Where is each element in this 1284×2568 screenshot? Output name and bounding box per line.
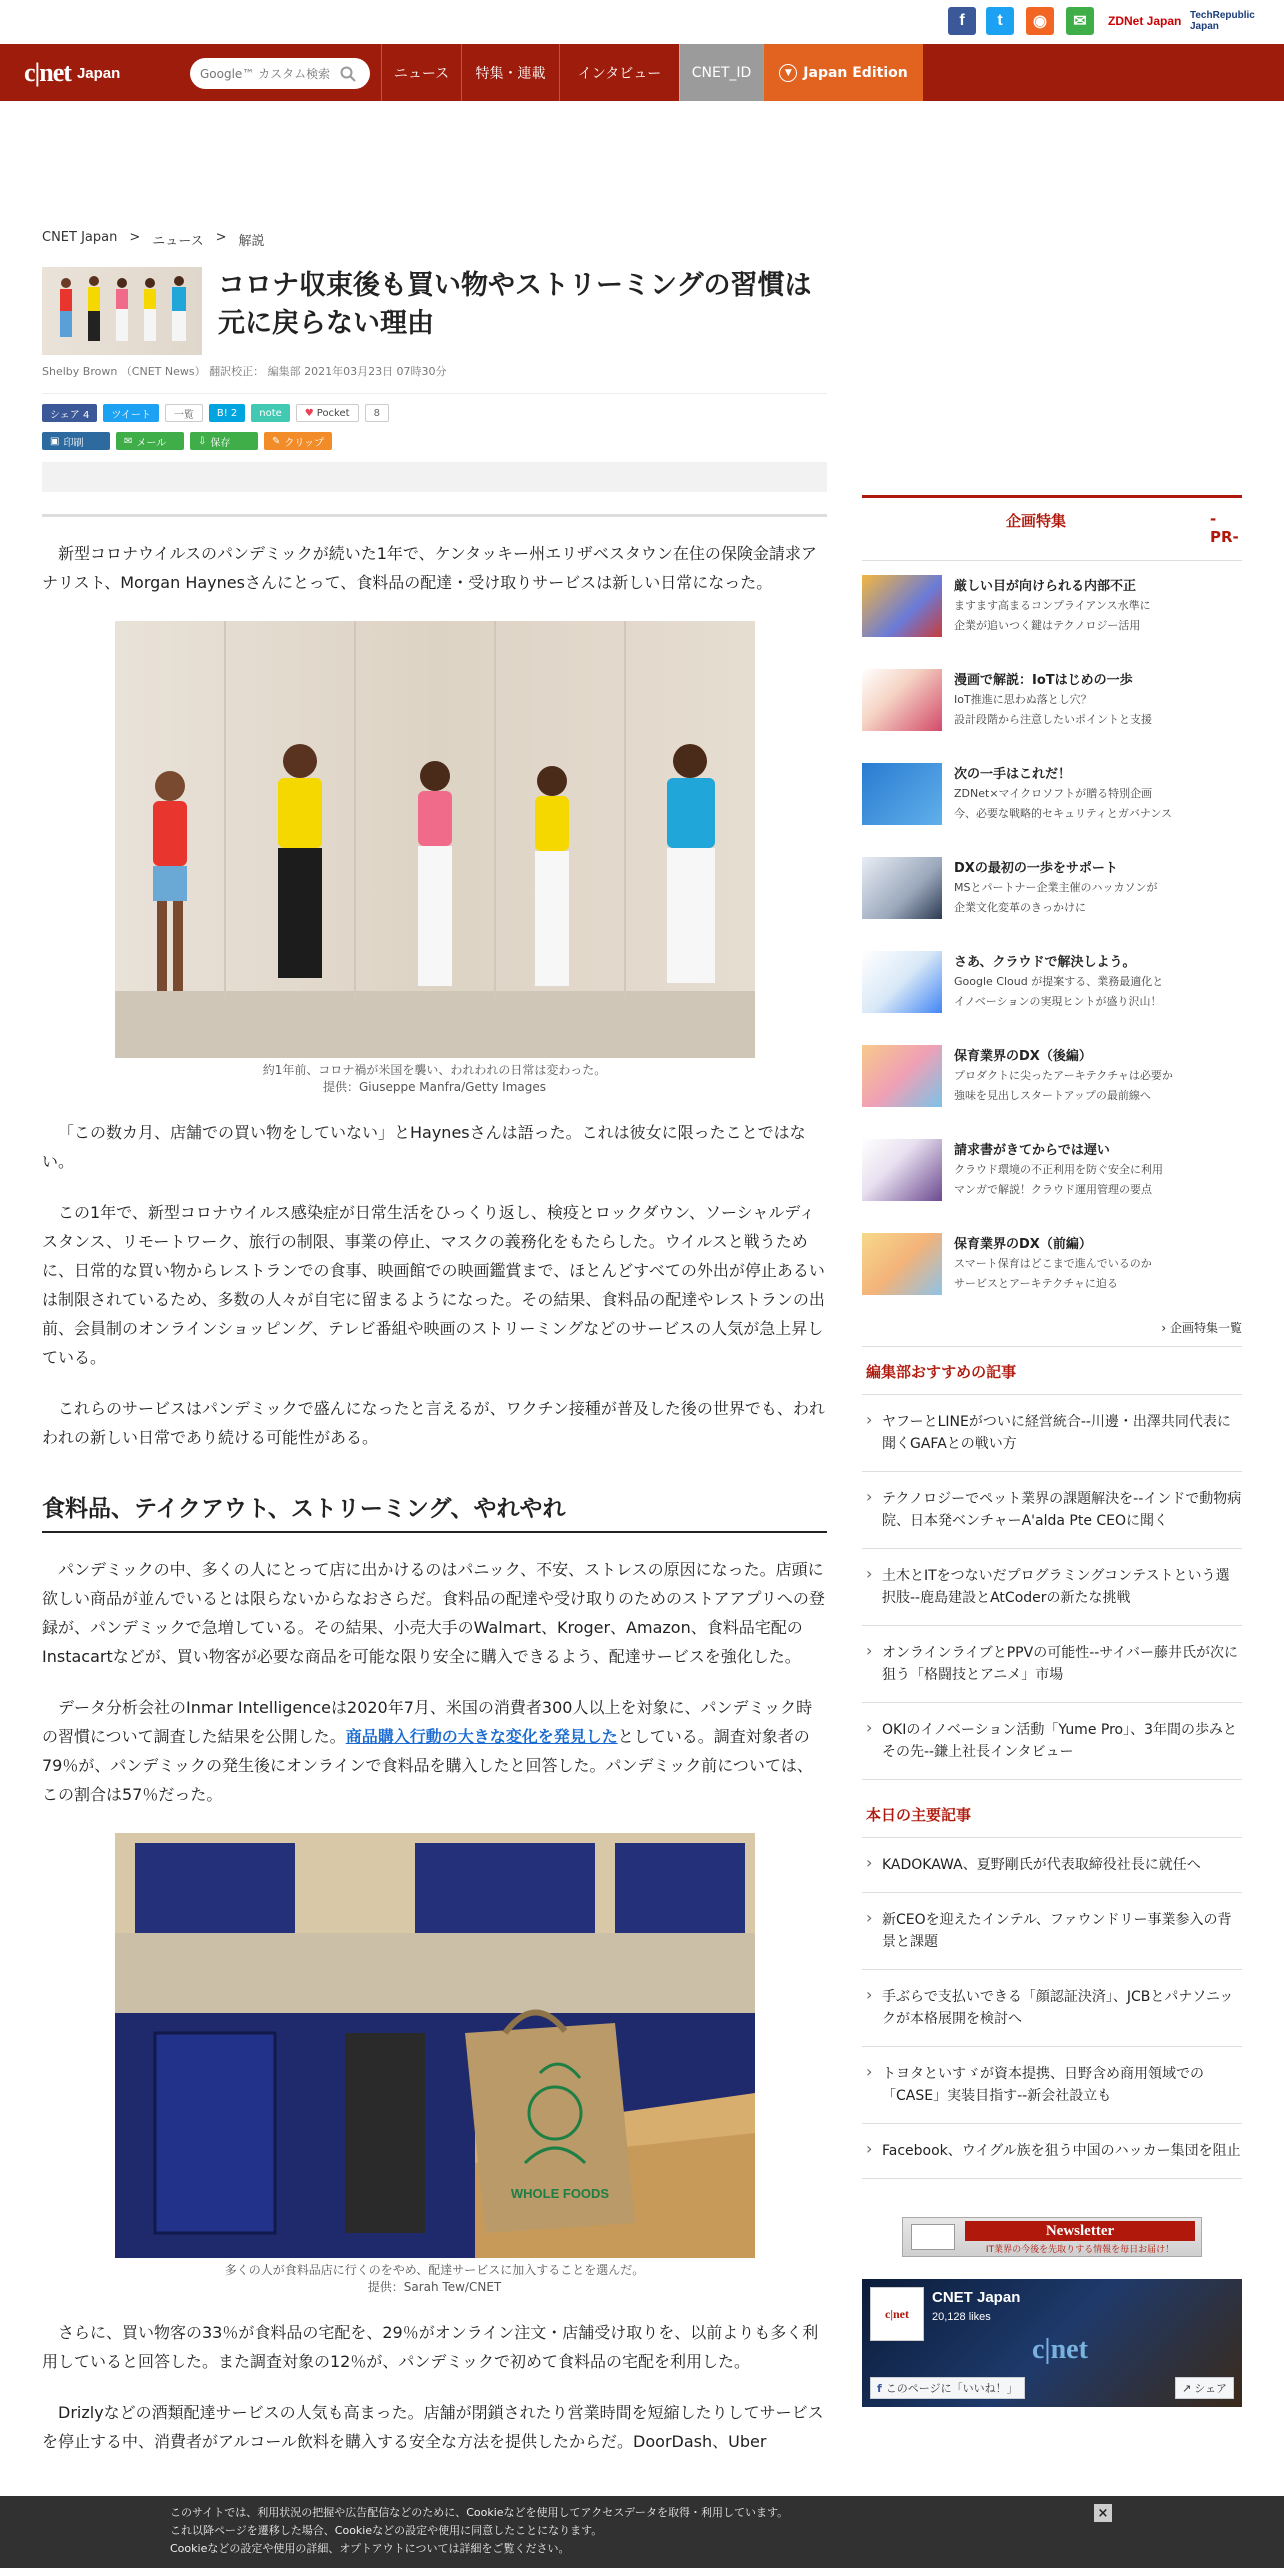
pr-item-desc: 設計段階から注意したいポイントと支援 xyxy=(954,713,1152,726)
nav-interview[interactable] xyxy=(559,44,679,101)
byline: Shelby Brown （CNET News） 翻訳校正： 編集部 2021年03月23日 07時30分 xyxy=(42,365,447,378)
pr-item[interactable] xyxy=(862,655,1242,749)
pr-item-desc: ますます高まるコンプライアンス水準に xyxy=(954,599,1151,612)
article-header xyxy=(42,267,827,355)
top-stories-header: 本日の主要記事 xyxy=(862,1790,1242,1838)
pr-item-desc: 今、必要な戦略的セキュリティとガバナンス xyxy=(954,807,1173,820)
nav-interview-label: インタビュー xyxy=(577,65,662,82)
logo-main: c|net xyxy=(24,58,71,87)
newsletter-subtitle: IT業界の今後を先取りする情報を毎日お届け！ xyxy=(985,2245,1175,2255)
mail-icon: ✉ xyxy=(124,435,133,447)
pocket-count xyxy=(365,404,389,422)
pr-item[interactable] xyxy=(862,937,1242,1031)
pr-item-title: 保育業界のDX（前編） xyxy=(954,1237,1092,1252)
fb-share-button[interactable] xyxy=(1175,2377,1234,2399)
bag-logo-text: WHOLE FOODS xyxy=(510,2186,609,2201)
figure-credit: 提供：Giuseppe Manfra/Getty Images xyxy=(322,1080,546,1094)
pr-item-desc: 企業文化変革のきっかけに xyxy=(954,901,1086,914)
cookie-line: このサイトでは、利用状況の把握や広告配信などのために、Cookieなどを使用してアクセスデータを取得・利用しています。 xyxy=(170,2506,789,2519)
facebook-share-button[interactable] xyxy=(42,404,97,422)
save-label: 保存 xyxy=(210,437,231,449)
paragraph: 「この数カ月、店舗での買い物をしていない」とHaynesさんは語った。これは彼女に限ったことではない。 xyxy=(42,1123,806,1171)
pocket-count-label: 8 xyxy=(373,407,380,419)
nav-features-label: 特集・連載 xyxy=(475,65,546,82)
pr-item-desc: Google Cloud が提案する、業務最適化と xyxy=(954,975,1164,988)
pr-item-desc: マンガで解説！クラウド運用管理の要点 xyxy=(954,1183,1152,1196)
nav-news[interactable] xyxy=(381,44,461,101)
search-icon[interactable] xyxy=(340,66,356,82)
mail-icon[interactable]: ✉ xyxy=(1066,7,1094,35)
pr-thumbnail xyxy=(862,951,942,1013)
envelope-icon xyxy=(911,2224,955,2250)
figure-grocery-bag xyxy=(115,1833,755,2296)
pr-item[interactable] xyxy=(862,561,1242,655)
paragraph: Drizlyなどの酒類配達サービスの人気も高まった。店舗が閉鎖されたり営業時間を短縮したりしてサービスを停止する中、消費者がアルコール飲料を購入する安全な方法を提供したからだ。DoorDash、Uber xyxy=(42,2403,824,2451)
nav-cnet-id[interactable] xyxy=(679,44,763,101)
photo-grocery-bag xyxy=(115,1833,755,2258)
figure-people-phones xyxy=(115,621,755,1096)
tweet-button[interactable] xyxy=(103,404,159,422)
pr-item[interactable] xyxy=(862,843,1242,937)
divider xyxy=(42,514,827,517)
editor-pick-item[interactable]: › テクノロジーでペット業界の課題解決を--インドで動物病院、日本発ベンチャーA'alda Pte CEOに聞く xyxy=(862,1472,1242,1549)
chevron-down-icon: ▼ xyxy=(779,64,797,82)
divider xyxy=(42,393,827,394)
edition-label: Japan Edition xyxy=(803,64,908,81)
top-story-item[interactable]: › 新CEOを迎えたインテル、ファウンドリー事業参入の背景と課題 xyxy=(862,1893,1242,1970)
editor-pick-item[interactable]: › ヤフーとLINEがついに経営統合--川邊・出澤共同代表に聞くGAFAとの戦い方 xyxy=(862,1395,1242,1472)
top-utility-bar xyxy=(0,0,1284,44)
pr-item-desc: ZDNet×マイクロソフトが贈る特別企画 xyxy=(954,787,1153,800)
edition-selector[interactable] xyxy=(763,44,923,101)
pr-item-title: 厳しい目が向けられる内部不正 xyxy=(954,579,1137,594)
article-thumbnail xyxy=(42,267,202,355)
cookie-consent-banner xyxy=(0,2496,1284,2568)
top-story-item[interactable]: › Facebook、ウイグル族を狙う中国のハッカー集団を阻止 xyxy=(862,2124,1242,2179)
save-icon: ⇩ xyxy=(198,435,207,447)
nav-features[interactable] xyxy=(461,44,559,101)
logo-sub: Japan xyxy=(76,64,121,82)
chevron-right-icon: › xyxy=(1161,1321,1170,1335)
editor-pick-item[interactable]: › オンラインライブとPPVの可能性--サイバー藤井氏が次に狙う「格闘技とアニメ」市場 xyxy=(862,1626,1242,1703)
pr-item-title: 請求書がきてからでは遅い xyxy=(954,1143,1110,1158)
pr-tag: -PR- xyxy=(1209,510,1239,546)
rss-icon[interactable]: ◉ xyxy=(1026,7,1054,35)
pr-item-desc: クラウド環境の不正利用を防ぐ安全に利用 xyxy=(954,1163,1163,1176)
pr-section-title: 企画特集 xyxy=(1005,512,1066,530)
pr-section-header xyxy=(862,495,1242,561)
mail-button[interactable] xyxy=(116,432,184,450)
pr-thumbnail xyxy=(862,857,942,919)
breadcrumb-home[interactable]: CNET Japan xyxy=(42,230,118,245)
facebook-share-label: シェア 4 xyxy=(50,409,90,421)
close-icon[interactable]: × xyxy=(1094,2504,1112,2522)
paragraph: これらのサービスはパンデミックで盛んになったと言えるが、ワクチン接種が普及した後の世界でも、われわれの新しい日常であり続ける可能性がある。 xyxy=(42,1399,825,1447)
pr-item-title: DXの最初の一歩をサポート xyxy=(954,861,1118,876)
top-story-item[interactable]: › KADOKAWA、夏野剛氏が代表取締役社長に就任へ xyxy=(862,1838,1242,1893)
newsletter-title: Newsletter xyxy=(965,2221,1195,2241)
survey-link[interactable]: 商品購入行動の大きな変化を発見した xyxy=(345,1727,618,1746)
top-story-item[interactable]: › トヨタといすゞが資本提携、日野含め商用領域での「CASE」実装目指す--新会社設立も xyxy=(862,2047,1242,2124)
figure-caption: 約1年前、コロナ禍が米国を襲い、われわれの日常は変わった。 xyxy=(262,1063,607,1077)
pr-item-title: 保育業界のDX（後編） xyxy=(954,1049,1092,1064)
breadcrumb-sep: > xyxy=(215,230,227,245)
pr-item[interactable] xyxy=(862,1031,1242,1125)
photo-people-phones xyxy=(115,621,755,1058)
cookie-line: これ以降ページを遷移した場合、Cookieなどの設定や使用に同意したことになります。 xyxy=(170,2524,603,2537)
print-button[interactable] xyxy=(42,432,110,450)
pr-thumbnail xyxy=(862,1045,942,1107)
paragraph: パンデミックの中、多くの人にとって店に出かけるのはパニック、不安、ストレスの原因になった。店頭に欲しい商品が並んでいるとは限らないからなおさらだ。食料品の配達や受け取りのためのストアアプリへの登録が、パンデミックで急増している。その結果、小売大手のWalmart、Kroger、Amazon、食料品宅配のInstacartなどが、買い物客が必要な商品を可能な限り安全に購入できるよう、配達サービスを強化した。 xyxy=(42,1560,825,1666)
paragraph: この1年で、新型コロナウイルス感染症が日常生活をひっくり返し、検疫とロックダウン、ソーシャルディスタンス、リモートワーク、旅行の制限、事業の停止、マスクの義務化をもたらした。ウイルスと戦うために、日常的な買い物からレストランでの食事、映画館での映画鑑賞まで、ほとんどすべての外出が停止あるいは制限されているため、多数の人々が自宅に留まるようになった。その結果、食料品の配達やレストランの出前、会員制のオンラインショッピング、テレビ番組や映画のストリーミングなどのサービスの人気が急上昇している。 xyxy=(42,1203,825,1367)
pr-item[interactable] xyxy=(862,1125,1242,1219)
tweet-list-button[interactable] xyxy=(165,404,203,422)
paragraph-text: データ分析会社のInmar Intelligenceは2020年7月、米国の消費者300人以上を対象に、パンデミック時の習慣について調査した結果を公開した。 xyxy=(42,1698,813,1746)
tool-buttons xyxy=(42,432,827,450)
pocket-button[interactable] xyxy=(296,404,359,422)
breadcrumb-analysis[interactable]: 解説 xyxy=(238,234,265,249)
search-input[interactable] xyxy=(200,67,340,81)
fb-page-likes: 20,128 likes xyxy=(932,2311,991,2323)
breadcrumb-news[interactable]: ニュース xyxy=(152,234,204,249)
mail-label: メール xyxy=(136,437,167,449)
fb-page-name[interactable]: CNET Japan xyxy=(932,2289,1021,2306)
pr-thumbnail xyxy=(862,669,942,731)
pr-item-title: さあ、クラウドで解決しよう。 xyxy=(954,955,1136,970)
nav-cnet-id-label: CNET_ID xyxy=(691,64,752,81)
fb-like-label: このページに「いいね！」 xyxy=(885,2382,1018,2395)
article-title: コロナ収束後も買い物やストリーミングの習慣は元に戻らない理由 xyxy=(218,270,812,339)
cookie-line: Cookieなどの設定や使用の詳細、オプトアウトについては詳細をご覧ください。 xyxy=(170,2542,570,2555)
top-story-item[interactable]: › 手ぶらで支払いできる「顔認証決済」、JCBとパナソニックが本格展開を検討へ xyxy=(862,1970,1242,2047)
pr-item-title: 次の一手はこれだ！ xyxy=(954,767,1072,782)
save-button[interactable] xyxy=(190,432,258,450)
tweet-label: ツイート xyxy=(111,409,151,421)
breadcrumb xyxy=(42,230,827,249)
note-button[interactable] xyxy=(251,404,290,422)
site-header xyxy=(0,44,1284,101)
zdnet-logo[interactable] xyxy=(1108,9,1181,33)
note-label: note xyxy=(259,407,282,419)
share-buttons xyxy=(42,404,827,422)
pr-item-title: 漫画で解説：IoTはじめの一歩 xyxy=(954,673,1133,688)
facebook-icon[interactable]: f xyxy=(948,7,976,35)
newsletter-banner[interactable] xyxy=(902,2217,1202,2257)
techrepublic-logo[interactable] xyxy=(1190,9,1280,33)
zdnet-label: ZDNet Japan xyxy=(1108,14,1182,28)
pr-item-desc: 企業が追いつく鍵はテクノロジー活用 xyxy=(954,619,1141,632)
facebook-icon: f xyxy=(877,2381,882,2395)
fb-cover-logo: c|net xyxy=(1032,2334,1088,2365)
pr-thumbnail xyxy=(862,763,942,825)
pr-more-label: 企画特集一覧 xyxy=(1169,1321,1242,1335)
clip-icon: ✎ xyxy=(272,435,281,447)
pr-item-desc: 強味を見出しスタートアップの最前線へ xyxy=(954,1089,1151,1102)
pr-item-desc: サービスとアーキテクチャに迫る xyxy=(954,1277,1118,1290)
twitter-icon[interactable]: t xyxy=(986,7,1014,35)
editor-pick-item[interactable]: › 土木とITをつないだプログラミングコンテストという選択肢--鹿島建設とAtCoderの新たな挑戦 xyxy=(862,1549,1242,1626)
editor-pick-item[interactable]: › OKIのイノベーション活動「Yume Pro」、3年間の歩みとその先--鎌上社長インタビュー xyxy=(862,1703,1242,1780)
techrepublic-label: TechRepublic Japan xyxy=(1190,10,1255,32)
section-heading: 食料品、テイクアウト、ストリーミング、やれやれ xyxy=(42,1490,827,1533)
pr-item-desc: IoT推進に思わぬ落とし穴？ xyxy=(954,693,1092,706)
article-column xyxy=(42,230,827,2456)
hatena-label: B! 2 xyxy=(216,407,238,419)
fb-page-avatar: c|net xyxy=(870,2287,924,2341)
cookie-text xyxy=(170,2504,788,2558)
pr-thumbnail xyxy=(862,1139,942,1201)
pr-item-desc: プロダクトに尖ったアーキテクチャは必要か xyxy=(954,1069,1173,1082)
pr-thumbnail xyxy=(862,1233,942,1295)
paragraph: さらに、買い物客の33％が食料品の宅配を、29％がオンライン注文・店舗受け取りを、以前よりも多く利用していると回答した。また調査対象の12％が、パンデミックで初めて食料品の宅配を利用した。 xyxy=(42,2323,819,2371)
pocket-label: Pocket xyxy=(316,407,350,419)
pocket-icon: ♥ xyxy=(304,407,314,419)
facebook-page-widget xyxy=(862,2279,1242,2407)
nav-news-label: ニュース xyxy=(393,65,450,82)
figure-caption: 多くの人が食料品店に行くのをやめ、配達サービスに加入することを選んだ。 xyxy=(224,2263,645,2277)
hatena-button[interactable] xyxy=(209,404,245,422)
print-icon: ▣ xyxy=(50,435,60,447)
paragraph xyxy=(42,1693,827,1809)
pr-item-desc: MSとパートナー企業主催のハッカソンが xyxy=(954,881,1158,894)
tweet-list-label: 一覧 xyxy=(173,409,194,421)
fb-like-button[interactable] xyxy=(870,2377,1025,2399)
figure-credit: 提供：Sarah Tew/CNET xyxy=(367,2280,502,2294)
paragraph-text: としている。調査対象者の79％が、パンデミックの発生後にオンラインで食料品を購入したと回答した。パンデミック前については、この割合は57％だった。 xyxy=(42,1727,813,1804)
clip-label: クリップ xyxy=(284,437,324,449)
breadcrumb-sep: > xyxy=(129,230,141,245)
print-label: 印刷 xyxy=(63,437,84,449)
paragraph: 新型コロナウイルスのパンデミックが続いた1年で、ケンタッキー州エリザベスタウン在住の保険金請求アナリスト、Morgan Haynesさんにとって、食料品の配達・受け取りサービスは新しい日常になった。 xyxy=(42,544,817,592)
pr-item[interactable] xyxy=(862,1219,1242,1313)
sidebar xyxy=(862,495,1242,2407)
cnet-logo[interactable] xyxy=(24,56,120,90)
pr-thumbnail xyxy=(862,575,942,637)
search-box[interactable] xyxy=(190,58,370,89)
share-icon: ↗ xyxy=(1182,2381,1192,2395)
pr-item-desc: スマート保育はどこまで進んでいるのか xyxy=(954,1257,1152,1270)
fb-share-label: シェア xyxy=(1194,2382,1227,2395)
clip-button[interactable] xyxy=(264,432,332,450)
pr-item-desc: イノベーションの実現ヒントが盛り沢山！ xyxy=(954,995,1162,1008)
pr-more-link[interactable] xyxy=(862,1313,1242,1347)
editor-picks-header: 編集部おすすめの記事 xyxy=(862,1347,1242,1395)
ad-band xyxy=(42,462,827,492)
pr-item[interactable] xyxy=(862,749,1242,843)
